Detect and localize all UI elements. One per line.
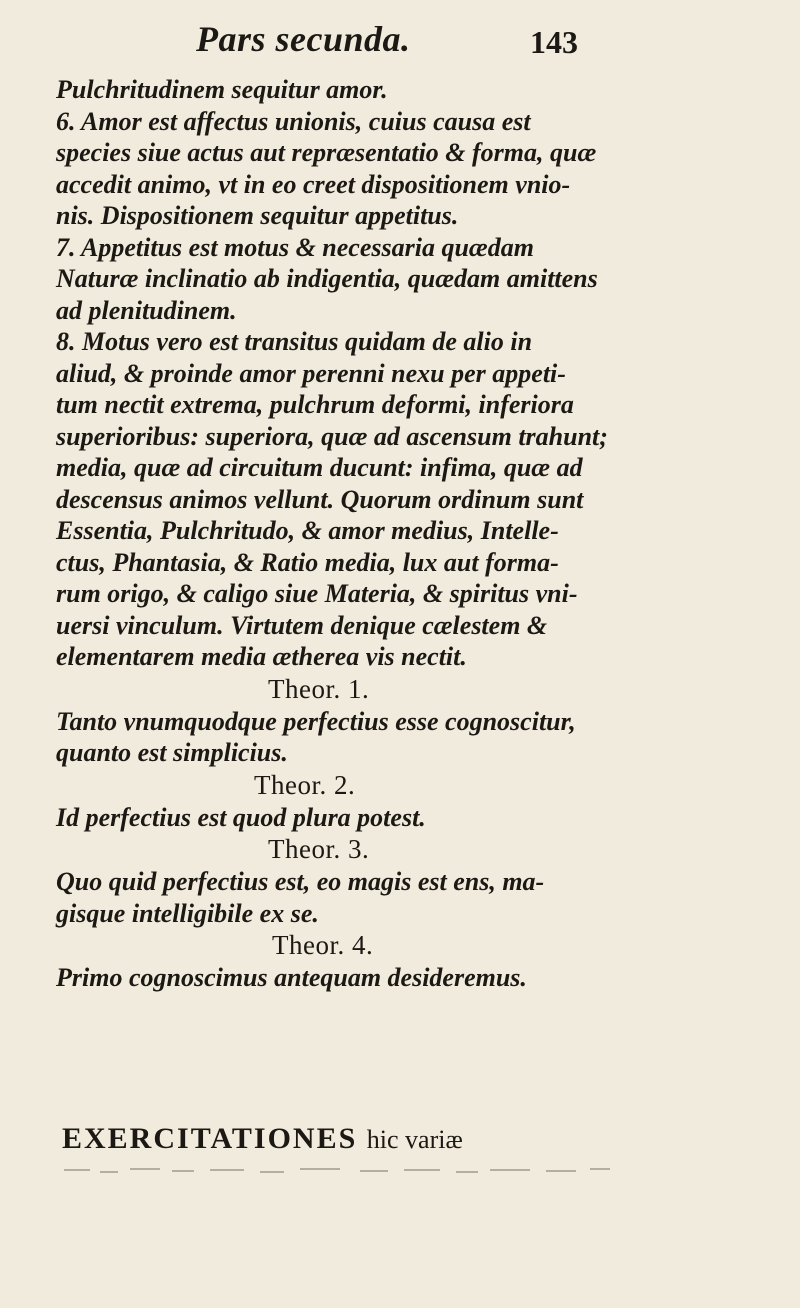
theorem-text-line: Quo quid perfectius est, eo magis est ens, ma-: [56, 867, 545, 896]
text-line: Naturæ inclinatio ab indigentia, quædam amittens: [56, 264, 598, 293]
text-line: 7. Appetitus est motus & necessaria quædam: [56, 232, 534, 262]
theorem-heading: Theor. 3.: [268, 834, 370, 864]
text-line: uersi vinculum. Virtutem denique cælestem &: [56, 610, 548, 640]
text-line: ctus, Phantasia, & Ratio media, lux aut forma-: [56, 547, 559, 577]
theorem-heading: Theor. 2.: [254, 769, 356, 800]
text-line: superioribus: superiora, quæ ad ascensum trahunt;: [56, 421, 608, 451]
text-line: elementarem media ætherea vis nectit.: [56, 642, 467, 671]
theorem-heading: Theor. 1.: [268, 673, 370, 704]
text-line: 6. Amor est affectus unionis, cuius causa est: [56, 106, 531, 136]
theorem-text-line: Id perfectius est quod plura potest.: [56, 802, 426, 832]
text-line: descensus animos vellunt. Quorum ordinum sunt: [56, 484, 584, 514]
text-line: Essentia, Pulchritudo, & amor medius, Intelle-: [56, 516, 559, 545]
text-line: species siue actus aut repræsentatio & forma, quæ: [56, 138, 597, 167]
text-line: media, quæ ad circuitum ducunt: infima, quæ ad: [56, 453, 583, 482]
text-line: ad plenitudinem.: [56, 295, 237, 325]
show-through-marks: [60, 1162, 620, 1184]
theorem-text-line: Primo cognoscimus antequam desideremus.: [56, 963, 527, 992]
text-line: nis. Dispositionem sequitur appetitus.: [56, 201, 459, 230]
text-line: 8. Motus vero est transitus quidam de alio in: [56, 327, 533, 356]
theorem-text-line: quanto est simplicius.: [56, 738, 288, 767]
catchword: [62, 1122, 463, 1156]
running-title: Pars secunda.: [196, 19, 411, 59]
text-line: rum origo, & caligo siue Materia, & spiritus vni-: [56, 579, 578, 608]
catchword-rest: hic variæ: [366, 1125, 463, 1154]
theorem-text-line: Tanto vnumquodque perfectius esse cognoscitur,: [56, 706, 576, 736]
running-head: [0, 14, 800, 62]
page-body: [56, 74, 646, 994]
theorem-heading: Theor. 4.: [272, 930, 374, 960]
text-line: accedit animo, vt in eo creet dispositionem vnio-: [56, 169, 571, 199]
text-line: tum nectit extrema, pulchrum deformi, inferiora: [56, 390, 574, 419]
theorem-text-line: gisque intelligibile ex se.: [56, 898, 319, 928]
text-line: aliud, & proinde amor perenni nexu per appeti-: [56, 358, 566, 388]
catchword-main: EXERCITATIONES: [62, 1122, 358, 1155]
text-line: Pulchritudinem sequitur amor.: [56, 75, 388, 104]
page-number: 143: [530, 24, 578, 60]
